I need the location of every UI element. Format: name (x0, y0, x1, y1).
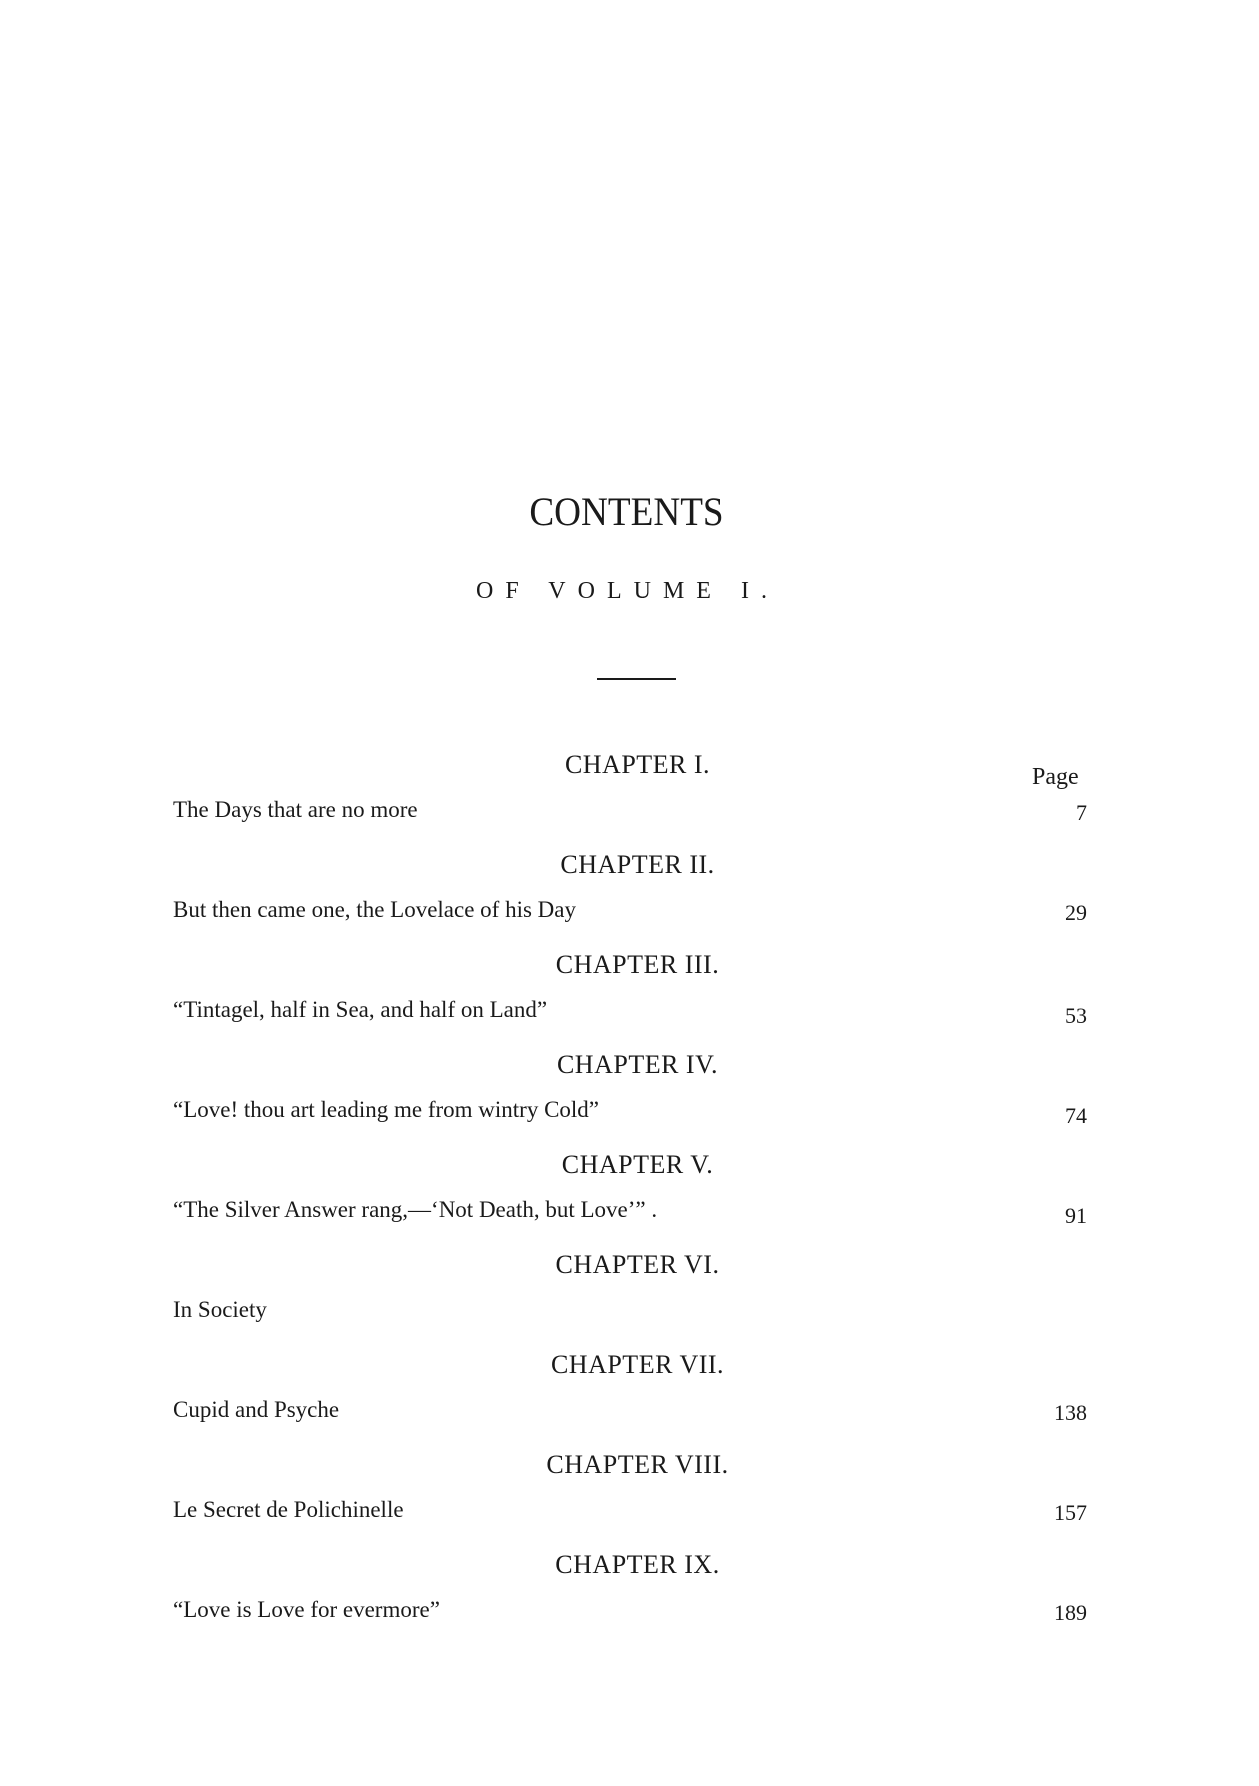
chapter-heading: CHAPTER VI. (555, 1250, 720, 1279)
chapter-page-number: 7 (1076, 800, 1087, 825)
page-title: CONTENTS (529, 489, 724, 534)
chapter-heading: CHAPTER I. (564, 750, 711, 779)
chapter-heading: CHAPTER III. (555, 950, 720, 979)
chapter-page-number: 53 (1065, 1003, 1087, 1028)
chapter-title: “The Silver Answer rang,—‘Not Death, but Love’” . (173, 1197, 658, 1222)
chapter-page-number: 157 (1054, 1500, 1087, 1525)
chapter-page-number: 74 (1065, 1103, 1087, 1128)
chapter-page-number: 29 (1065, 900, 1087, 925)
chapter-title: “Love! thou art leading me from wintry Cold” (173, 1097, 600, 1122)
chapter-page-number: 138 (1054, 1400, 1087, 1425)
chapter-page-number: 91 (1065, 1203, 1087, 1228)
chapter-heading: CHAPTER V. (561, 1150, 714, 1179)
chapter-page-number: 189 (1054, 1600, 1087, 1625)
title-divider (597, 678, 676, 680)
chapter-title: “Love is Love for evermore” (173, 1597, 440, 1622)
chapter-heading: CHAPTER VIII. (546, 1450, 729, 1479)
chapter-title: In Society (173, 1297, 267, 1322)
chapter-title: “Tintagel, half in Sea, and half on Land” (173, 997, 548, 1022)
chapter-heading: CHAPTER IV. (556, 1050, 719, 1079)
chapter-heading: CHAPTER II. (560, 850, 715, 879)
page-column-label: Page (1032, 764, 1079, 790)
chapter-title: The Days that are no more (173, 797, 418, 822)
chapter-heading: CHAPTER VII. (550, 1350, 725, 1379)
volume-subtitle: OF VOLUME I. (476, 578, 779, 604)
chapter-title: Le Secret de Polichinelle (173, 1497, 404, 1522)
chapter-title: But then came one, the Lovelace of his Day (173, 897, 576, 922)
chapter-title: Cupid and Psyche (173, 1397, 340, 1422)
chapter-heading: CHAPTER IX. (555, 1550, 720, 1579)
